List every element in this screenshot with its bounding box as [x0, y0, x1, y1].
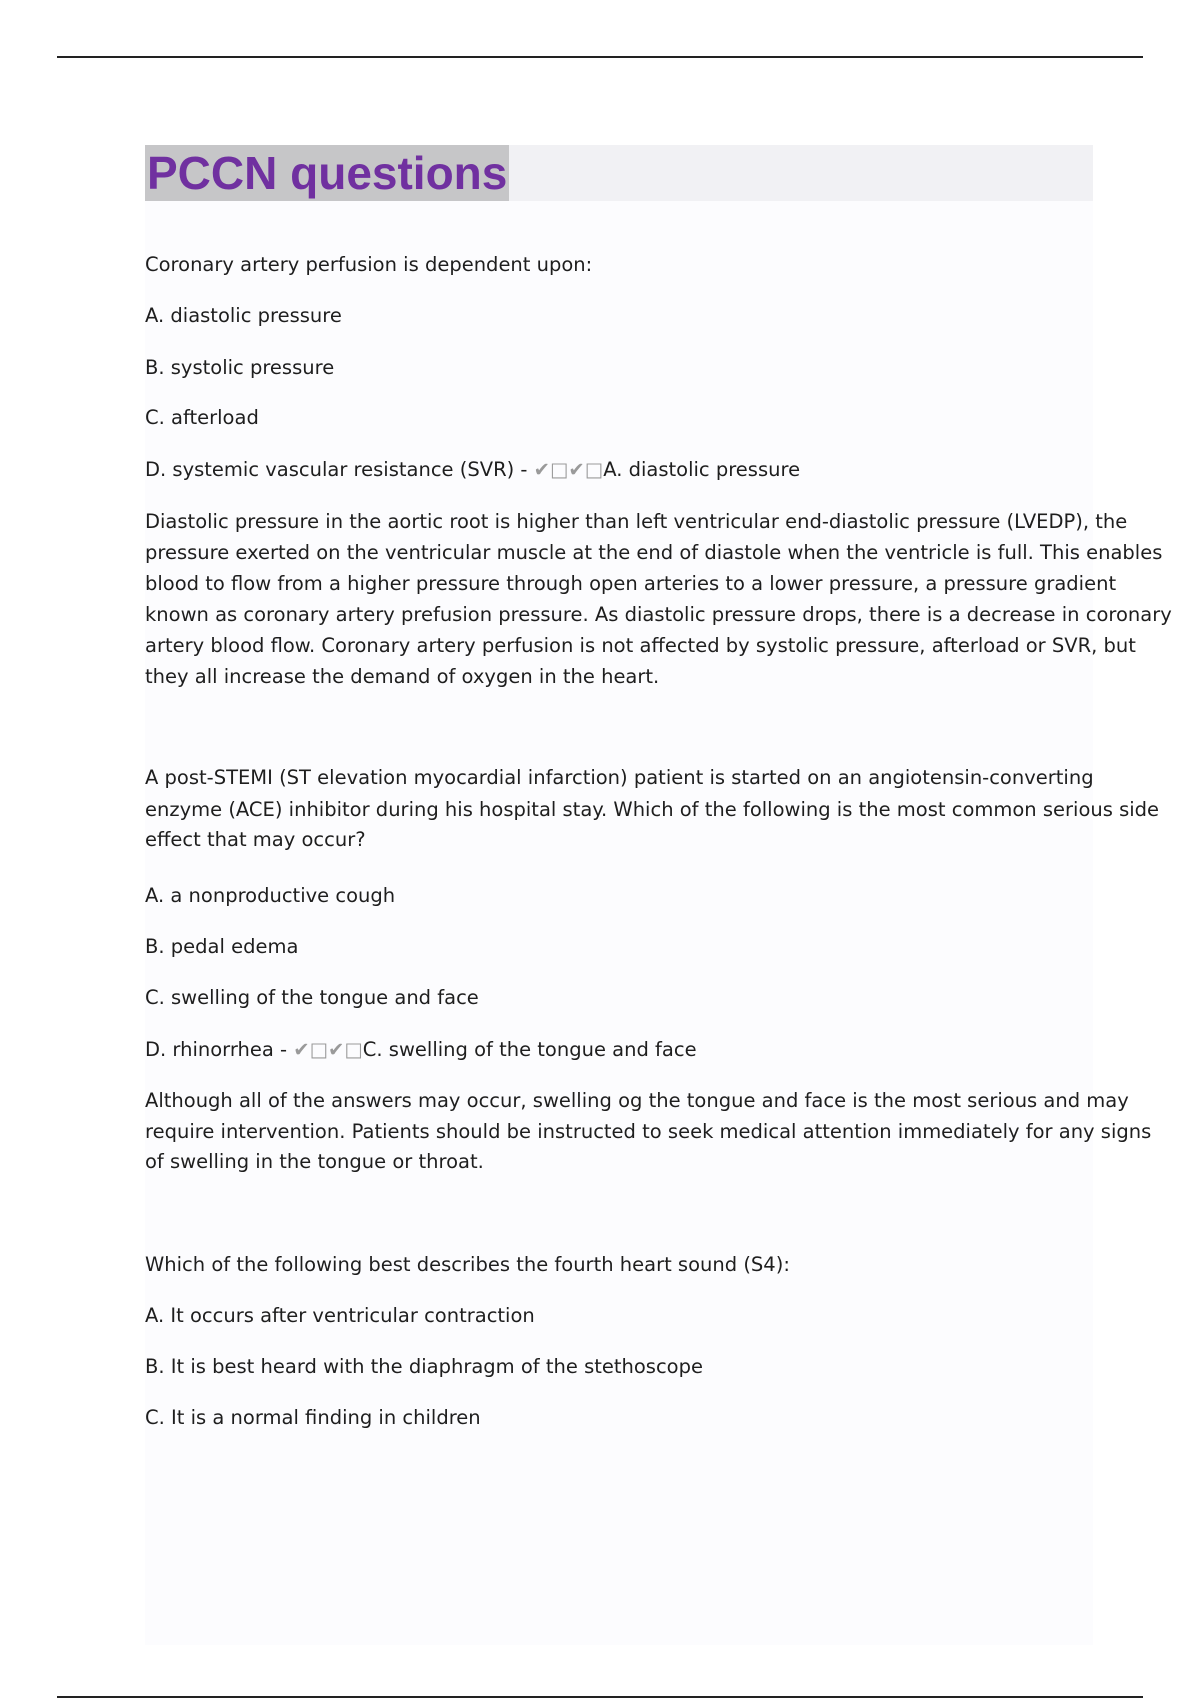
- q1-option-c: C. afterload: [145, 406, 259, 429]
- q2-option-c: C. swelling of the tongue and face: [145, 986, 479, 1009]
- q2-option-d-text: D. rhinorrhea -: [145, 1038, 294, 1061]
- page-title: PCCN questions: [147, 147, 508, 199]
- q1-answer-marks: ✔□✔□: [533, 458, 604, 481]
- q1-explanation-line: Diastolic pressure in the aortic root is higher than left ventricular end-diastolic pressure (LVEDP), the: [145, 510, 1128, 533]
- q1-option-d-text: D. systemic vascular resistance (SVR) -: [145, 458, 534, 481]
- header-rule: [57, 56, 1143, 58]
- q1-option-a: A. diastolic pressure: [145, 304, 342, 327]
- q1-explanation-line: blood to flow from a higher pressure through open arteries to a lower pressure, a pressure gradient: [145, 572, 1117, 595]
- q3-question: Which of the following best describes the fourth heart sound (S4):: [145, 1253, 790, 1276]
- q2-explanation-line: of swelling in the tongue or throat.: [145, 1150, 484, 1173]
- q2-explanation-line: Although all of the answers may occur, swelling og the tongue and face is the most serious and may: [145, 1089, 1129, 1112]
- q1-explanation-line: known as coronary artery prefusion pressure. As diastolic pressure drops, there is a decrease in coronary: [145, 603, 1172, 626]
- q1-explanation-line: artery blood flow. Coronary artery perfusion is not affected by systolic pressure, afterload or SVR, but: [145, 634, 1136, 657]
- q2-question-line: enzyme (ACE) inhibitor during his hospital stay. Which of the following is the most common serious side: [145, 798, 1160, 821]
- q2-question-line: A post-STEMI (ST elevation myocardial infarction) patient is started on an angiotensin-converting: [145, 766, 1094, 789]
- q3-option-b: B. It is best heard with the diaphragm of the stethoscope: [145, 1355, 703, 1378]
- q1-option-b: B. systolic pressure: [145, 356, 335, 379]
- q2-explanation-line: require intervention. Patients should be instructed to seek medical attention immediately for any signs: [145, 1120, 1152, 1143]
- q2-answer-marks: ✔□✔□: [293, 1038, 363, 1061]
- footer-rule: [57, 1696, 1143, 1698]
- q2-answer: C. swelling of the tongue and face: [362, 1038, 697, 1061]
- q1-explanation-line: pressure exerted on the ventricular muscle at the end of diastole when the ventricle is full. This enables: [145, 541, 1163, 564]
- q2-option-a: A. a nonproductive cough: [145, 884, 396, 907]
- q3-option-c: C. It is a normal finding in children: [145, 1406, 481, 1429]
- q1-answer: A. diastolic pressure: [603, 458, 801, 481]
- q1-option-d: [145, 455, 800, 485]
- q1-explanation-line: they all increase the demand of oxygen in the heart.: [145, 665, 660, 688]
- q2-option-d: [145, 1035, 697, 1065]
- q2-option-b: B. pedal edema: [145, 935, 299, 958]
- q2-question-line: effect that may occur?: [145, 828, 366, 851]
- q1-question: Coronary artery perfusion is dependent upon:: [145, 253, 593, 276]
- q3-option-a: A. It occurs after ventricular contraction: [145, 1304, 535, 1327]
- page-content: [145, 145, 1172, 1645]
